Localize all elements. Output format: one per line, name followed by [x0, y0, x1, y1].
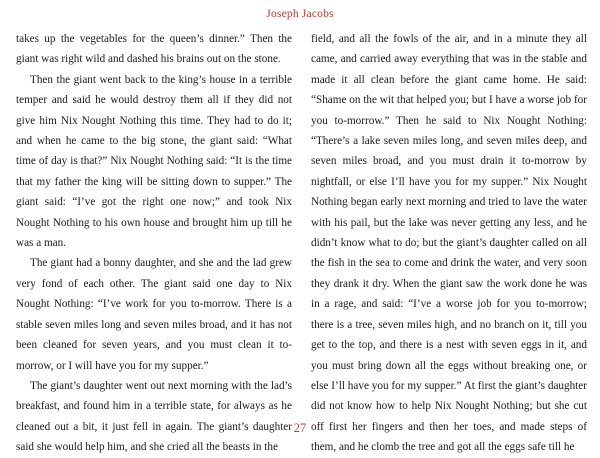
paragraph: The giant had a bonny daughter, and she and the lad grew very fond of each other. The giant said one day to Nix Nought Nothing: “I’ve work for you to-morrow. There is a stable seven miles long and seven miles broad, and it has not been cleaned for seven years, and you must clean it to-morrow, or I will have you for my supper.” — [16, 257, 292, 372]
paragraph: takes up the vegetables for the queen’s dinner.” Then the giant was right wild and dashed his brains out on the stone. — [16, 33, 292, 66]
left-column — [16, 29, 292, 458]
paragraph: Then the giant went back to the king’s house in a terrible temper and said he would destroy them all if they did not give him Nix Nought Nothing this time. They had to do it; and when he came to the big stone, the giant said: “What time of day is that?” Nix Nought Nothing said: “It is the time that my father the king will be sitting down to supper.” The giant said: “I’ve got the right one now;” and took Nix Nought Nothing to his own house and brought him up till he was a man. — [16, 73, 292, 250]
page-number: 27 — [293, 421, 307, 435]
paragraph: The giant’s daughter went out next morning with the lad’s breakfast, and found him in a terrible state, for always as he cleaned out a bit, it just fell in again. The giant’s daughter said she would help him, and she cried all the beasts in the — [16, 379, 292, 454]
right-column — [311, 29, 587, 458]
running-head: Joseph Jacobs — [266, 8, 334, 20]
paragraph: field, and all the fowls of the air, and in a minute they all came, and carried away everything that was in the stable and made it all clean before the giant came home. He said: “Shame on the wit that helped you; but I have a worse job for you to-morrow.” Then he said to Nix Nought Nothing: “There’s a lake seven miles long, and seven miles deep, and seven miles broad, and you must drain it to-morrow by nightfall, or else I’ll have you for my supper.” Nix Nought Nothing began early next morning and tried to lave the water with his pail, but the lake was never getting any less, and he didn’t know what to do; but the giant’s daughter called on all the fish in the sea to come and drink the water, and very soon they drank it dry. When the giant saw the work done he was in a rage, and said: “I’ve a worse job for you to-morrow; there is a tree, seven miles high, and no branch on it, till you get to the top, and there is a nest with seven eggs in it, and you must bring down all the eggs without breaking one, or else I’ll have you for my supper.” At first the giant’s daughter did not know how to help Nix Nought Nothing; but she cut off first her fingers and then her toes, and made steps of them, and he clomb the tree and got all the eggs safe till he — [311, 33, 587, 454]
